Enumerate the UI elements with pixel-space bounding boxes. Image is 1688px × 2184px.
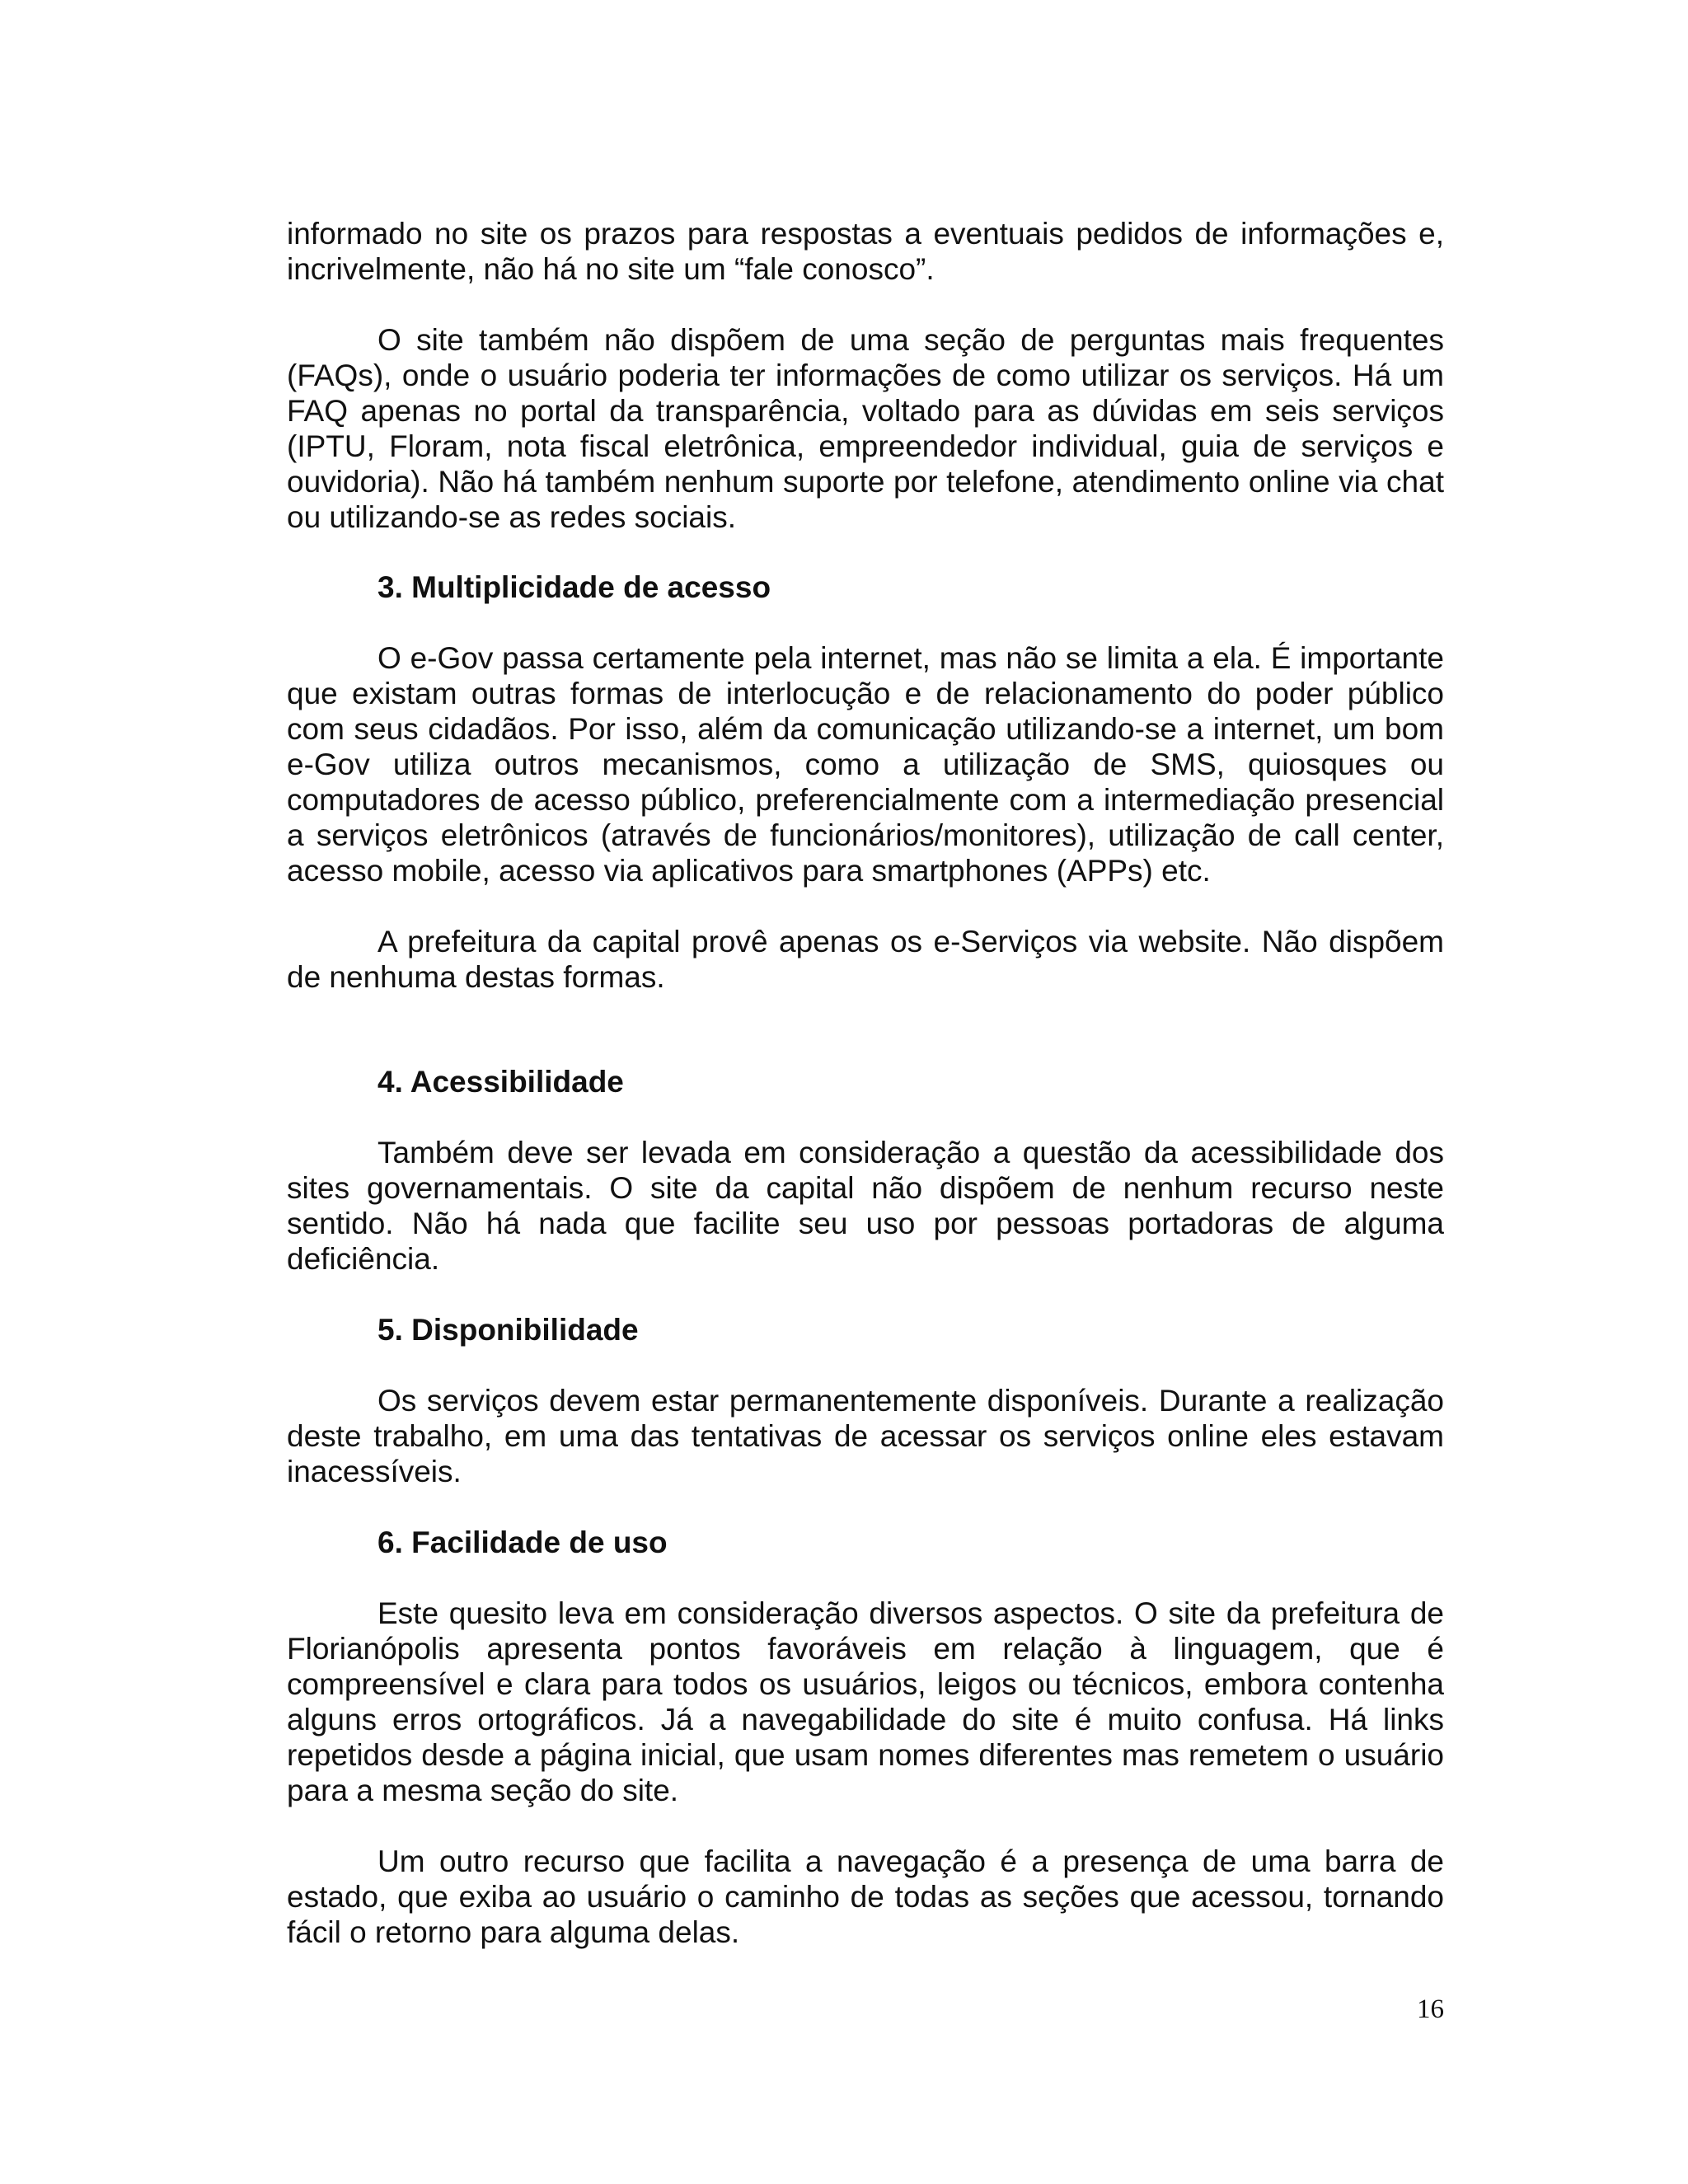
paragraph-barra-estado: Um outro recurso que facilita a navegação é a presença de uma barra de estado, que exiba ao usuário o caminho de todas as seções que acessou, tornando fácil o retorno para alguma delas. <box>287 1844 1444 1949</box>
paragraph-faq: O site também não dispõem de uma seção de perguntas mais frequentes (FAQs), onde o usuário poderia ter informações de como utilizar os serviços. Há um FAQ apenas no portal da transparência, voltado para as dúvidas em seis serviços (IPTU, Floram, nota fiscal eletrônica, empreendedor individual, guia de serviços e ouvidoria). Não há também nenhum suporte por telefone, atendimento online via chat ou utilizando-se as redes sociais. <box>287 323 1444 534</box>
paragraph-facilidade: Este quesito leva em consideração diversos aspectos. O site da prefeitura de Florianópolis apresenta pontos favoráveis em relação à linguagem, que é compreensível e clara para todos os usuários, leigos ou técnicos, embora contenha alguns erros ortográficos. Já a navegabilidade do site é muito confusa. Há links repetidos desde a página inicial, que usam nomes diferentes mas remetem o usuário para a mesma seção do site. <box>287 1596 1444 1807</box>
paragraph-acessibilidade: Também deve ser levada em consideração a questão da acessibilidade dos sites governamentais. O site da capital não dispõem de nenhum recurso neste sentido. Não há nada que facilite seu uso por pessoas portadoras de alguma deficiência. <box>287 1136 1444 1276</box>
section-heading-facilidade: 6. Facilidade de uso <box>377 1526 668 1559</box>
page-number: 16 <box>1417 1994 1444 2024</box>
paragraph-prefeitura: A prefeitura da capital provê apenas os e-Serviços via website. Não dispõem de nenhuma destas formas. <box>287 925 1444 994</box>
section-heading-disponibilidade: 5. Disponibilidade <box>377 1313 639 1347</box>
section-heading-acessibilidade: 4. Acessibilidade <box>377 1065 624 1099</box>
section-heading-multiplicidade: 3. Multiplicidade de acesso <box>377 570 771 604</box>
paragraph-egov: O e-Gov passa certamente pela internet, mas não se limita a ela. É importante que existam outras formas de interlocução e de relacionamento do poder público com seus cidadãos. Por isso, além da comunicação utilizando-se a internet, um bom e-Gov utiliza outros mecanismos, como a utilização de SMS, quiosques ou computadores de acesso público, preferencialmente com a intermediação presencial a serviços eletrônicos (através de funcionários/monitores), utilização de call center, acesso mobile, acesso via aplicativos para smartphones (APPs) etc. <box>287 641 1444 888</box>
paragraph-continuation: informado no site os prazos para respostas a eventuais pedidos de informações e, incrivelmente, não há no site um “fale conosco”. <box>287 217 1444 286</box>
paragraph-disponibilidade: Os serviços devem estar permanentemente disponíveis. Durante a realização deste trabalho, em uma das tentativas de acessar os serviços online eles estavam inacessíveis. <box>287 1384 1444 1488</box>
